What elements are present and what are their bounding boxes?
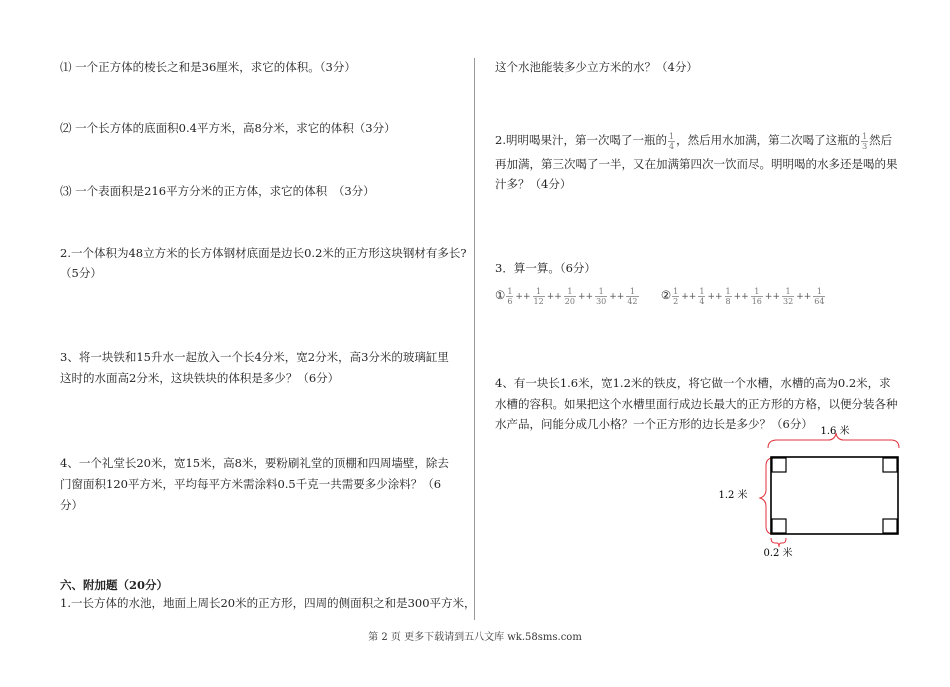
water-tank-diagram bbox=[715, 420, 915, 570]
corner-square-bottom-left bbox=[772, 519, 786, 533]
plus-sign: ++ bbox=[546, 292, 562, 302]
fraction bbox=[506, 287, 513, 306]
fraction bbox=[782, 287, 794, 306]
fraction bbox=[751, 287, 763, 306]
question-1-3: ⑶ 一个表面积是216平方分米的正方体，求它的体积 （3分） bbox=[60, 184, 375, 198]
question-4-line-2: 门窗面积120平方米，平均每平方米需涂料0.5千克一共需要多少涂料？（6 bbox=[60, 477, 442, 491]
fraction bbox=[626, 287, 638, 306]
calc-1-expression bbox=[505, 286, 639, 306]
question-1-2: ⑵ 一个长方体的底面积0.4平方米，高8分米，求它的体积（3分） bbox=[60, 121, 396, 135]
extra-2-text-a: 2.明明喝果汁，第一次喝了一瓶的 bbox=[495, 133, 667, 147]
extra-3-title: 3．算一算。（6分） bbox=[495, 261, 596, 275]
fraction bbox=[725, 287, 732, 306]
extra-2-text-b: ，然后用水加满，第二次喝了这瓶的 bbox=[676, 133, 861, 147]
denominator: 4 bbox=[699, 296, 705, 306]
fraction bbox=[813, 287, 825, 306]
numerator: 1 bbox=[782, 287, 794, 297]
denominator: 42 bbox=[627, 296, 638, 306]
denominator: 16 bbox=[751, 296, 762, 306]
denominator: 3 bbox=[862, 141, 868, 151]
numerator: 1 bbox=[813, 287, 825, 297]
plus-sign: ++ bbox=[515, 292, 531, 302]
numerator: 1 bbox=[626, 287, 638, 297]
plus-sign: ++ bbox=[733, 292, 749, 302]
tank-outline bbox=[771, 457, 898, 534]
extra-4-line-2: 水槽的容积。如果把这个水槽里面行成边长最大的正方形的方格，以便分装各种 bbox=[495, 397, 898, 411]
denominator: 2 bbox=[673, 296, 679, 306]
calc-row bbox=[495, 281, 826, 311]
question-3-line-1: 3、将一块铁和15升水一起放入一个长4分米，宽2分米，高3分米的玻璃缸里 bbox=[60, 350, 449, 364]
denominator: 12 bbox=[533, 296, 544, 306]
extra-2-line-3: 汁多？（4分） bbox=[495, 177, 572, 191]
fraction bbox=[698, 287, 705, 306]
bottom-dimension-label: 0.2 米 bbox=[763, 548, 793, 559]
plus-sign: ++ bbox=[609, 292, 625, 302]
extra-4-line-3: 水产品，问能分成几小格？一个正方形的边长是多少？（6分） bbox=[495, 417, 813, 431]
numerator: 1 bbox=[862, 131, 868, 141]
extra-2-line-1 bbox=[495, 129, 892, 151]
denominator: 20 bbox=[564, 296, 575, 306]
denominator: 4 bbox=[668, 141, 675, 151]
question-2-line-2: （5分） bbox=[60, 266, 102, 280]
column-divider bbox=[474, 58, 475, 620]
plus-sign: ++ bbox=[577, 292, 594, 302]
fraction bbox=[564, 287, 576, 306]
plus-sign: ++ bbox=[707, 292, 723, 302]
fraction bbox=[533, 287, 545, 306]
denominator: 6 bbox=[507, 296, 513, 306]
plus-sign: ++ bbox=[681, 292, 697, 302]
numerator: 1 bbox=[595, 287, 607, 297]
numerator: 1 bbox=[673, 286, 679, 296]
plus-sign: ++ bbox=[764, 292, 780, 302]
numerator: 1 bbox=[668, 131, 675, 141]
fraction bbox=[672, 287, 679, 306]
question-1-1: ⑴ 一个正方体的棱长之和是36厘米，求它的体积。（3分） bbox=[60, 60, 356, 74]
left-dimension-label: 1.2 米 bbox=[718, 490, 748, 501]
corner-square-top-left bbox=[772, 458, 786, 472]
question-2-line-1: 2.一个体积为48立方米的长方体钢材底面是边长0.2米的正方形这块钢材有多长? bbox=[60, 246, 467, 260]
numerator: 1 bbox=[751, 287, 763, 297]
question-4-line-3: 分） bbox=[60, 498, 83, 512]
question-3-line-2: 这时的水面高2分米，这块铁块的体积是多少？（6分） bbox=[60, 371, 340, 385]
fraction-one-quarter bbox=[668, 132, 675, 151]
numerator: 1 bbox=[507, 286, 513, 296]
plus-sign: ++ bbox=[796, 292, 812, 302]
section-title-extra: 六、附加题（20分） bbox=[60, 578, 169, 592]
numerator: 1 bbox=[564, 287, 576, 297]
fraction-one-third bbox=[861, 132, 868, 151]
calc-2-mark: ② bbox=[660, 288, 672, 302]
denominator: 64 bbox=[814, 296, 825, 306]
numerator: 1 bbox=[725, 286, 731, 296]
extra-2-text-c: 然后 bbox=[869, 133, 893, 147]
numerator: 1 bbox=[533, 287, 545, 297]
denominator: 32 bbox=[783, 296, 794, 306]
denominator: 8 bbox=[725, 296, 731, 306]
extra-1-line-2: 这个水池能装多少立方米的水？（4分） bbox=[495, 60, 698, 74]
fraction bbox=[595, 287, 607, 306]
extra-1-line-1: 1.一长方体的水池，地面上周长20米的正方形，四周的侧面积之和是300平方米， bbox=[60, 596, 476, 610]
extra-2-line-2: 再加满，第三次喝了一半，又在加满第四次一饮而尽。明明喝的水多还是喝的果 bbox=[495, 157, 898, 171]
page-footer: 第 2 页 更多下载请到五八文库 wk.58sms.com bbox=[368, 632, 582, 643]
corner-square-top-right bbox=[883, 458, 897, 472]
question-4-line-1: 4、一个礼堂长20米，宽15米，高8米，要粉刷礼堂的顶棚和四周墙壁，除去 bbox=[60, 456, 449, 470]
numerator: 1 bbox=[699, 286, 705, 296]
top-dimension-label: 1.6 米 bbox=[820, 426, 850, 437]
denominator: 30 bbox=[596, 296, 607, 306]
calc-1-mark: ① bbox=[495, 288, 506, 302]
extra-4-line-1: 4、有一块长1.6米，宽1.2米的铁皮，将它做一个水槽，水槽的高为0.2米，求 bbox=[495, 376, 891, 390]
calc-2-expression bbox=[671, 286, 826, 306]
corner-square-bottom-right bbox=[883, 519, 897, 533]
bottom-brace bbox=[771, 538, 786, 547]
